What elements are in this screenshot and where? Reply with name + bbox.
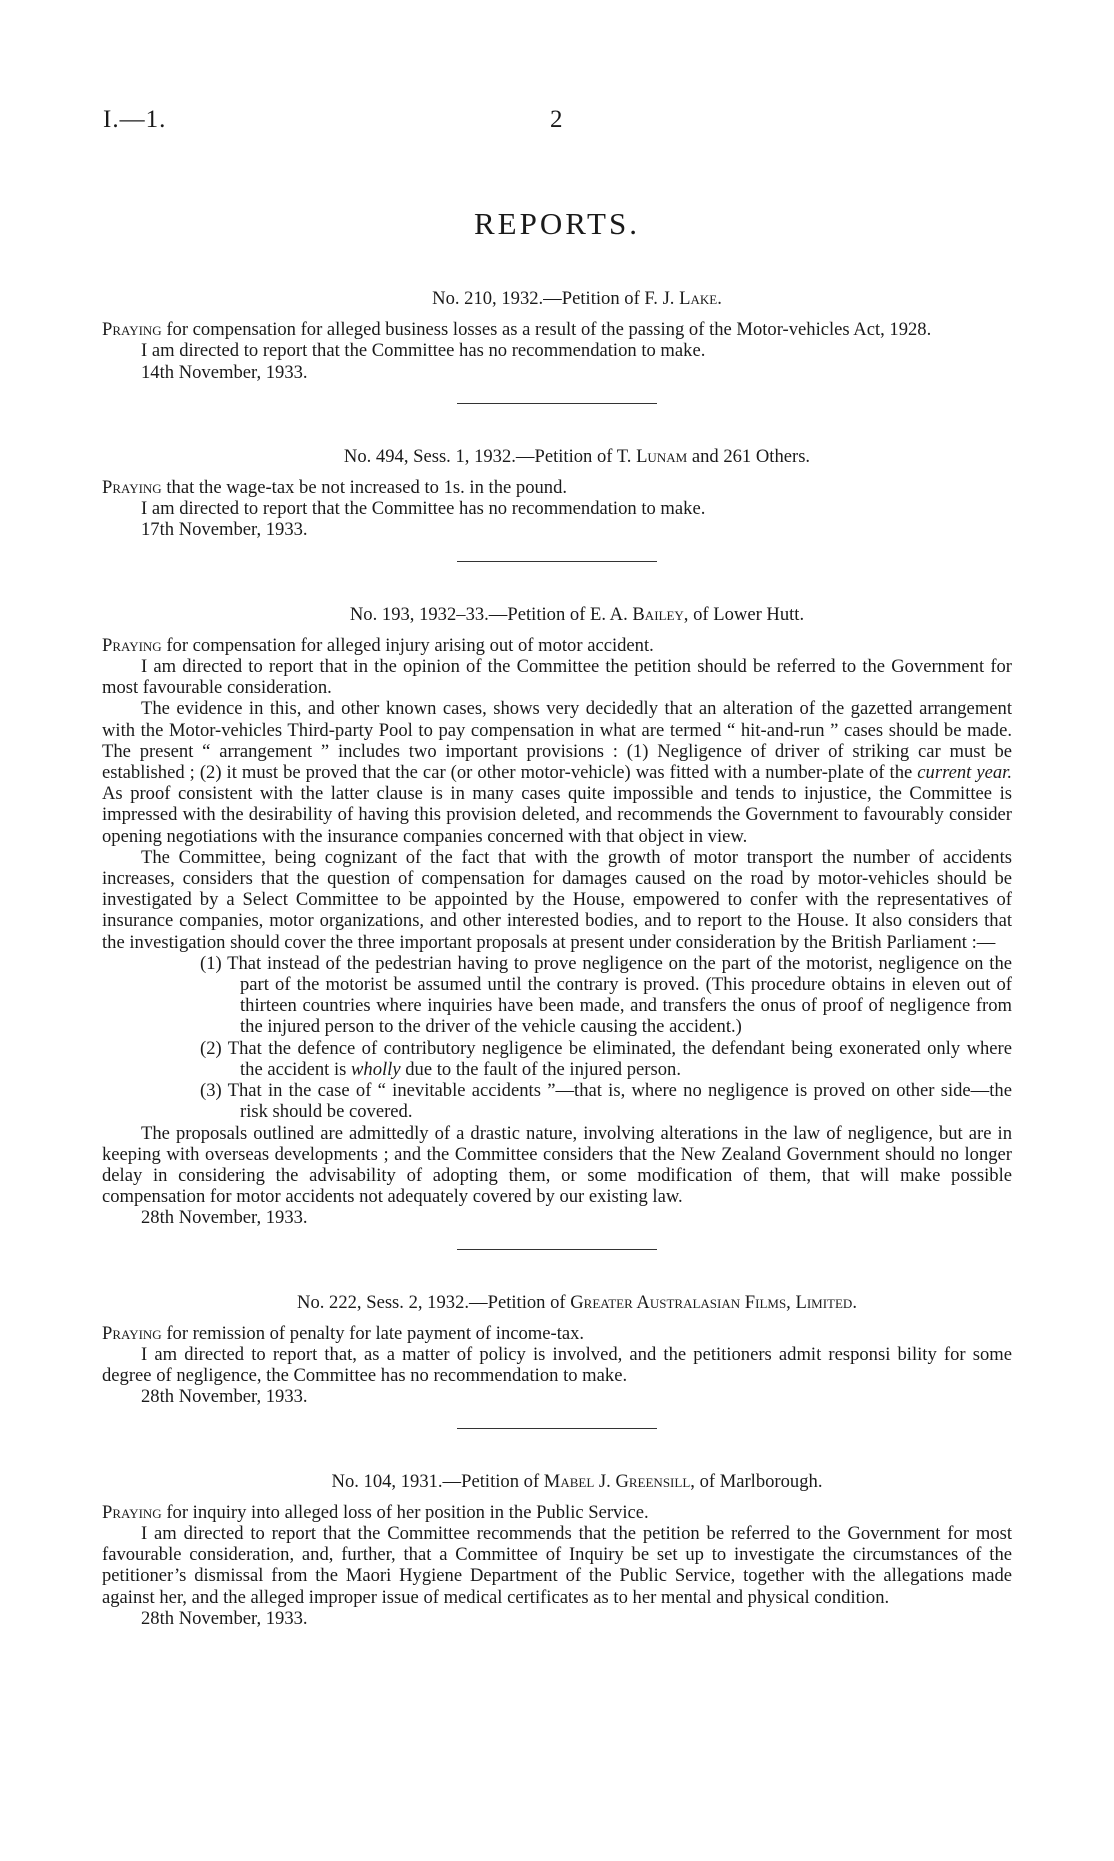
section-divider bbox=[457, 1249, 657, 1250]
report-date: 14th November, 1933. bbox=[141, 361, 308, 383]
report-paragraph: I am directed to report that the Committee has no recommendation to make. bbox=[141, 340, 706, 362]
praying-paragraph: Praying for remission of penalty for late payment of income-tax. bbox=[102, 1322, 585, 1344]
petition-heading: No. 104, 1931.—Petition of Mabel J. Greensill, of Marlborough. bbox=[331, 1470, 823, 1492]
page-title: REPORTS. bbox=[474, 206, 640, 241]
petition-heading: No. 494, Sess. 1, 1932.—Petition of T. Lunam and 261 Others. bbox=[343, 445, 811, 467]
petition-heading: No. 222, Sess. 2, 1932.—Petition of Greater Australasian Films, Limited. bbox=[297, 1291, 857, 1313]
petition-heading: No. 210, 1932.—Petition of F. J. Lake. bbox=[432, 288, 722, 309]
section-divider bbox=[457, 561, 657, 562]
petition-section bbox=[102, 1471, 1012, 1629]
petition-section bbox=[102, 446, 1012, 541]
reports-body bbox=[102, 288, 1012, 1629]
petition-section bbox=[102, 1292, 1012, 1408]
committee-paragraph: The Committee, being cognizant of the fact that with the growth of motor transport the number of accidents increases, considers that the question of compensation for damages caused on the road by motor-vehicles should be investigated by a Select Committee to be appointed by the House, empowered to confer with the representatives of insurance companies, motor organizations, and other interested bodies, and to report to the House. It also considers that the investigation should cover the three important proposals at present under consideration by the British Parliament :— bbox=[102, 846, 1012, 953]
proposals-paragraph: The proposals outlined are admittedly of a drastic nature, involving alterations in the law of negligence, but are in keeping with overseas developments ; and the Committee considers that the New Zealand Government should no longer delay in considering the advisability of adopting them, or some modification of them, that will make possible compensation for motor accidents not adequately covered by our existing law. bbox=[102, 1122, 1012, 1208]
praying-paragraph: Praying for compensation for alleged business losses as a result of the passing of the Motor-vehicles Act, 1928. bbox=[102, 319, 932, 341]
report-paragraph: I am directed to report that, as a matter of policy is involved, and the petitioners admit responsi bility for some degree of negligence, the Committee has no recommendation to make. bbox=[102, 1343, 1012, 1387]
evidence-paragraph: The evidence in this, and other known cases, shows very decidedly that an alteration of the gazetted arrangement with the Motor-vehicles Third-party Pool to pay compensation in what are termed “ hit-and-run ” cases should be made. The present “ arrangement ” includes two important provisions : (1) Negligence of driver of striking car must be established ; (2) it must be proved that the car (or other motor-vehicle) was fitted with a number-plate of the current year. As proof consistent with the latter clause is in many cases quite impossible and tends to injustice, the Committee is impressed with the desirability of having this provision deleted, and recommends the Government to favourably consider opening negotiations with the insurance companies concerned with that object in view. bbox=[102, 698, 1012, 847]
petition-section bbox=[102, 604, 1012, 1229]
page-number: 2 bbox=[550, 106, 563, 133]
proposal-item: (1) That instead of the pedestrian having to prove negligence on the part of the motorist, negligence on the part of the motorist be assumed until the contrary is proved. (This procedure obtains in eleven out of thirteen countries where inquiries have been made, and transfers the onus of proof of negligence from the injured person to the driver of the vehicle causing the accident.) bbox=[200, 952, 1012, 1038]
page-identifier: I.—1. bbox=[103, 106, 167, 133]
praying-paragraph: Praying for compensation for alleged injury arising out of motor accident. bbox=[102, 634, 654, 656]
section-divider bbox=[457, 403, 657, 404]
praying-paragraph: Praying for inquiry into alleged loss of her position in the Public Service. bbox=[102, 1501, 649, 1523]
report-date: 28th November, 1933. bbox=[141, 1207, 308, 1229]
proposal-item: (2) That the defence of contributory negligence be eliminated, the defendant being exonerated only where the accident is wholly due to the fault of the injured person. bbox=[200, 1037, 1012, 1080]
section-divider bbox=[457, 1428, 657, 1429]
report-date: 28th November, 1933. bbox=[141, 1607, 308, 1629]
praying-paragraph: Praying that the wage-tax be not increased to 1s. in the pound. bbox=[102, 477, 568, 499]
report-paragraph: I am directed to report that the Committee has no recommendation to make. bbox=[141, 498, 706, 520]
report-paragraph: I am directed to report that the Committee recommends that the petition be referred to the Government for most favourable consideration, and, further, that a Committee of Inquiry be set up to investigate the circumstances of the petitioner’s dismissal from the Maori Hygiene Department of the Public Service, together with the allegations made against her, and the alleged improper issue of medical certificates as to her mental and physical condition. bbox=[102, 1522, 1012, 1608]
report-date: 17th November, 1933. bbox=[141, 519, 308, 541]
report-paragraph: I am directed to report that in the opinion of the Committee the petition should be referred to the Government for most favourable consideration. bbox=[102, 656, 1012, 699]
proposal-item: (3) That in the case of “ inevitable accidents ”—that is, where no negligence is proved on other side—the risk should be covered. bbox=[200, 1080, 1012, 1123]
petition-section bbox=[102, 288, 1012, 383]
report-date: 28th November, 1933. bbox=[141, 1386, 308, 1408]
petition-heading: No. 193, 1932–33.—Petition of E. A. Bailey, of Lower Hutt. bbox=[349, 603, 805, 625]
